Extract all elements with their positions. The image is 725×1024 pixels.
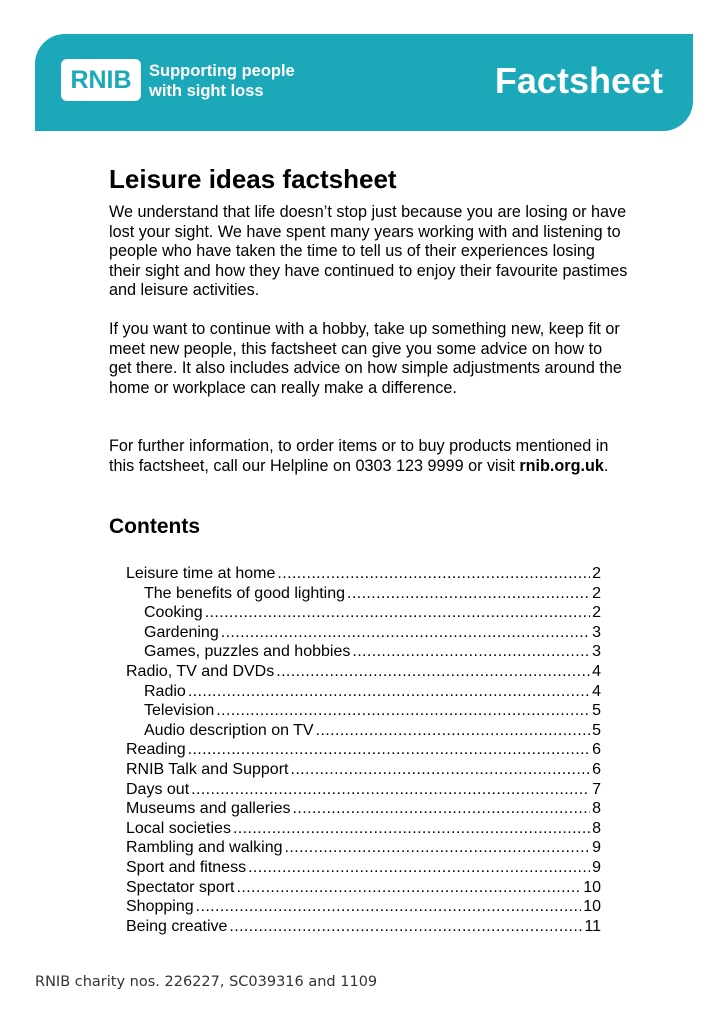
website-link[interactable]: rnib.org.uk: [519, 456, 604, 475]
toc-leader-dots: [276, 662, 590, 682]
toc-entry-label: Radio, TV and DVDs: [126, 662, 275, 680]
page-title: Leisure ideas factsheet: [109, 164, 397, 194]
toc-entry-label: RNIB Talk and Support: [126, 760, 289, 778]
toc-entry-page: 3: [592, 623, 601, 641]
toc-entry-label: Days out: [126, 780, 190, 798]
toc-entry-page: 6: [592, 741, 601, 759]
toc-leader-dots: [352, 642, 590, 662]
toc-entry-label: Leisure time at home: [126, 565, 276, 582]
toc-entry-label: Cooking: [144, 604, 203, 622]
helpline-paragraph: [109, 437, 629, 476]
contents-heading: Contents: [109, 515, 200, 538]
toc-entry-label: The benefits of good lighting: [144, 584, 346, 602]
toc-leader-dots: [237, 878, 582, 898]
toc-leader-dots: [196, 897, 582, 917]
toc-leader-dots: [221, 623, 590, 643]
toc-entry-page: 4: [592, 682, 601, 700]
intro-paragraph: We understand that life doesn’t stop just because you are losing or have lost your sight. We have spent many years working with and listening to people who have taken the time to tell us of their experiences losing their sight and how they have continued to enjoy their favourite pastimes and leisure activities.: [109, 203, 628, 300]
toc-leader-dots: [290, 760, 590, 780]
toc-entry-label: Local societies: [126, 819, 231, 837]
banner-title: Factsheet: [494, 60, 663, 101]
toc-entry[interactable]: [126, 584, 601, 604]
toc-entry-page: 5: [592, 702, 601, 720]
tagline-line-2: with sight loss: [149, 82, 264, 100]
toc-leader-dots: [191, 780, 590, 800]
toc-entry-label: Rambling and walking: [126, 839, 283, 857]
toc-entry-page: 8: [592, 819, 601, 837]
toc-entry-label: Gardening: [144, 623, 219, 641]
toc-entry[interactable]: [126, 858, 601, 878]
toc-entry-label: Audio description on TV: [144, 721, 314, 739]
toc-entry[interactable]: [126, 917, 601, 937]
toc-entry-page: 9: [592, 858, 601, 876]
toc-entry-label: Television: [144, 702, 215, 720]
toc-leader-dots: [316, 721, 591, 741]
toc-entry[interactable]: [126, 819, 601, 839]
toc-entry[interactable]: [126, 897, 601, 917]
toc-entry-page: 2: [592, 604, 601, 622]
toc-entry[interactable]: [126, 760, 601, 780]
toc-leader-dots: [347, 584, 590, 604]
toc-leader-dots: [229, 917, 582, 937]
toc-entry[interactable]: [126, 740, 601, 760]
toc-entry[interactable]: [126, 838, 601, 858]
toc-entry-page: 6: [592, 760, 601, 778]
toc-entry-label: Radio: [144, 682, 186, 700]
tagline-line-1: Supporting people: [149, 62, 295, 80]
helpline-text: For further information, to order items or to buy products mentioned in this factsheet, call our Helpline on 0303 123 9999 or visit: [109, 437, 609, 475]
toc-entry[interactable]: [126, 780, 601, 800]
toc-entry-label: Games, puzzles and hobbies: [144, 643, 351, 661]
toc-entry-page: 2: [592, 565, 601, 582]
toc-leader-dots: [205, 603, 590, 623]
toc-entry-label: Shopping: [126, 898, 194, 916]
toc-entry[interactable]: [126, 682, 601, 702]
toc-entry-page: 4: [592, 662, 601, 680]
toc-leader-dots: [293, 799, 591, 819]
toc-leader-dots: [233, 819, 590, 839]
toc-entry[interactable]: [126, 878, 601, 898]
toc-entry-page: 10: [583, 878, 601, 896]
toc-entry-page: 3: [592, 643, 601, 661]
toc-entry[interactable]: [126, 642, 601, 662]
toc-entry[interactable]: [126, 701, 601, 721]
toc-entry-page: 9: [592, 839, 601, 857]
toc-entry[interactable]: [126, 623, 601, 643]
toc-leader-dots: [216, 701, 590, 721]
toc-entry[interactable]: [126, 603, 601, 623]
rnib-logo: RNIB: [61, 59, 141, 101]
hobby-paragraph: If you want to continue with a hobby, take up something new, keep fit or meet new people, this factsheet can give you some advice on how to get there. It also includes advice on how simple adjustments around the home or workplace can really make a difference.: [109, 320, 622, 397]
toc-entry-label: Reading: [126, 741, 186, 759]
header-banner: [35, 34, 693, 131]
toc-entry[interactable]: [126, 721, 601, 741]
toc-entry-page: 5: [592, 721, 601, 739]
toc-leader-dots: [188, 682, 590, 702]
toc-entry[interactable]: [126, 564, 601, 584]
toc-entry-page: 7: [592, 780, 601, 798]
toc-entry[interactable]: [126, 799, 601, 819]
toc-leader-dots: [285, 838, 591, 858]
toc-entry-page: 2: [592, 584, 601, 602]
toc-leader-dots: [188, 740, 590, 760]
toc-entry-label: Museums and galleries: [126, 800, 291, 818]
tagline: [149, 61, 295, 101]
toc-entry-label: Sport and fitness: [126, 858, 247, 876]
toc-entry-label: Being creative: [126, 917, 228, 935]
toc-entry-page: 8: [592, 800, 601, 818]
toc-entry-page: 10: [583, 898, 601, 916]
charity-footer: RNIB charity nos. 226227, SC039316 and 1109: [35, 974, 378, 990]
table-of-contents: [126, 564, 601, 936]
toc-entry-page: 11: [584, 917, 601, 935]
toc-leader-dots: [277, 564, 590, 584]
toc-entry[interactable]: [126, 662, 601, 682]
toc-entry-label: Spectator sport: [126, 878, 235, 896]
helpline-end: .: [603, 456, 609, 475]
toc-leader-dots: [248, 858, 590, 878]
